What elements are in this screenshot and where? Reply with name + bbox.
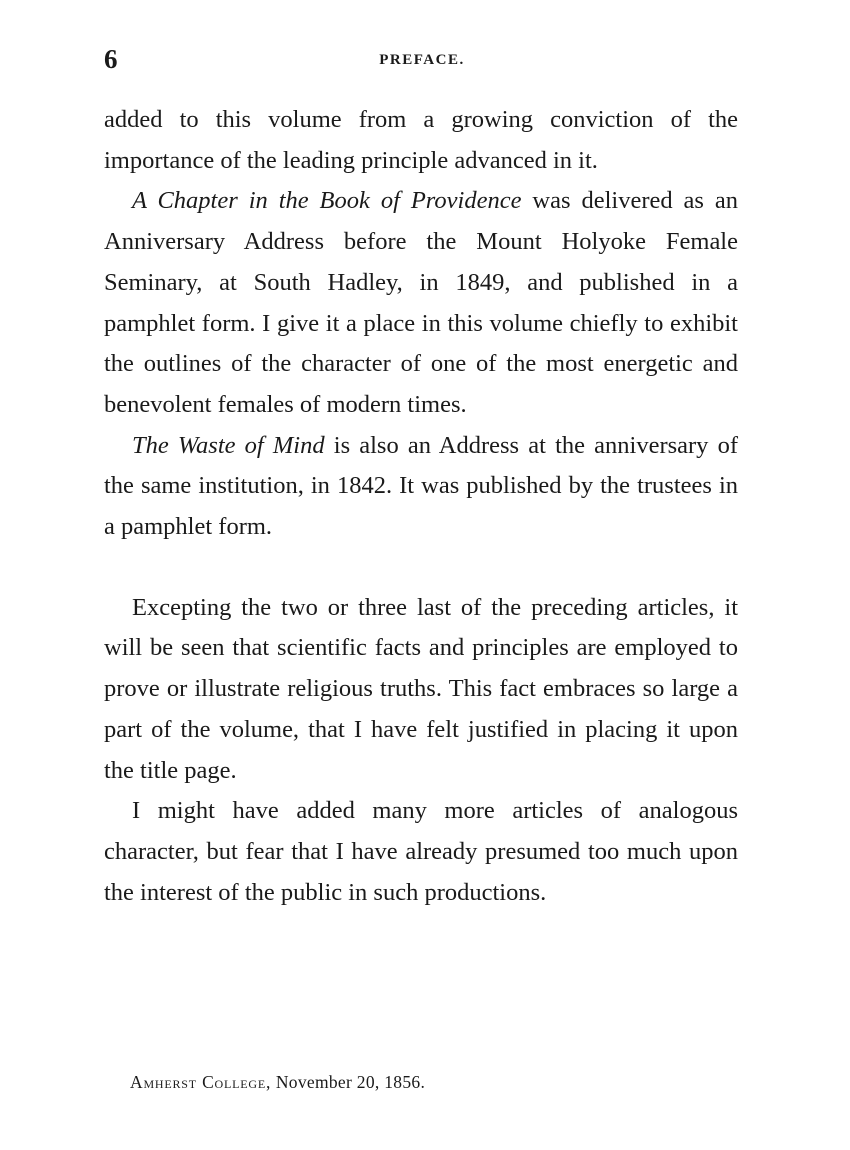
paragraph-analogous-articles [104,791,738,913]
paragraph-text: added to this volume from a growing conviction of the importance of the leading principle advanced in it. [104,106,738,174]
page-number: 6 [104,44,118,74]
signature-place: Amherst College, [130,1072,272,1092]
paragraph-text: is also an Address at the anniversary of the same institution, in 1842. It was published by the trustees in a pamphlet form. [104,431,738,541]
paragraph-text: Excepting the two or three last of the preceding articles, it will be seen that scientific facts and principles are employed to prove or illustrate religious truths. This fact embraces so large a part of the volume, that I have felt justified in placing it upon the title page. [104,593,738,784]
work-title: A Chapter in the Book of Providence [132,187,522,215]
signature-line [130,1068,425,1096]
paragraph-chapter-in-book-of-providence [104,181,738,425]
signature-date: November 20, 1856. [271,1072,426,1092]
running-head: PREFACE. [379,52,465,68]
paragraph-text: I might have added many more articles of analogous character, but fear that I have already presumed too much upon the interest of the public in such productions. [104,797,738,906]
paragraph-waste-of-mind [104,426,738,548]
paragraph-continuation [104,100,738,181]
page-header [104,42,740,76]
work-title: The Waste of Mind [132,431,325,459]
body-text [104,100,738,913]
paragraph-text: was delivered as an Anniversary Address before the Mount Holyoke Female Seminary, at South Hadley, in 1849, and published in a pamphlet form. I give it a place in this volume chiefly to exhibit the outlines of the character of one of the most energetic and benevolent females of modern times. [104,187,739,418]
paragraph-scientific-facts [104,588,738,792]
